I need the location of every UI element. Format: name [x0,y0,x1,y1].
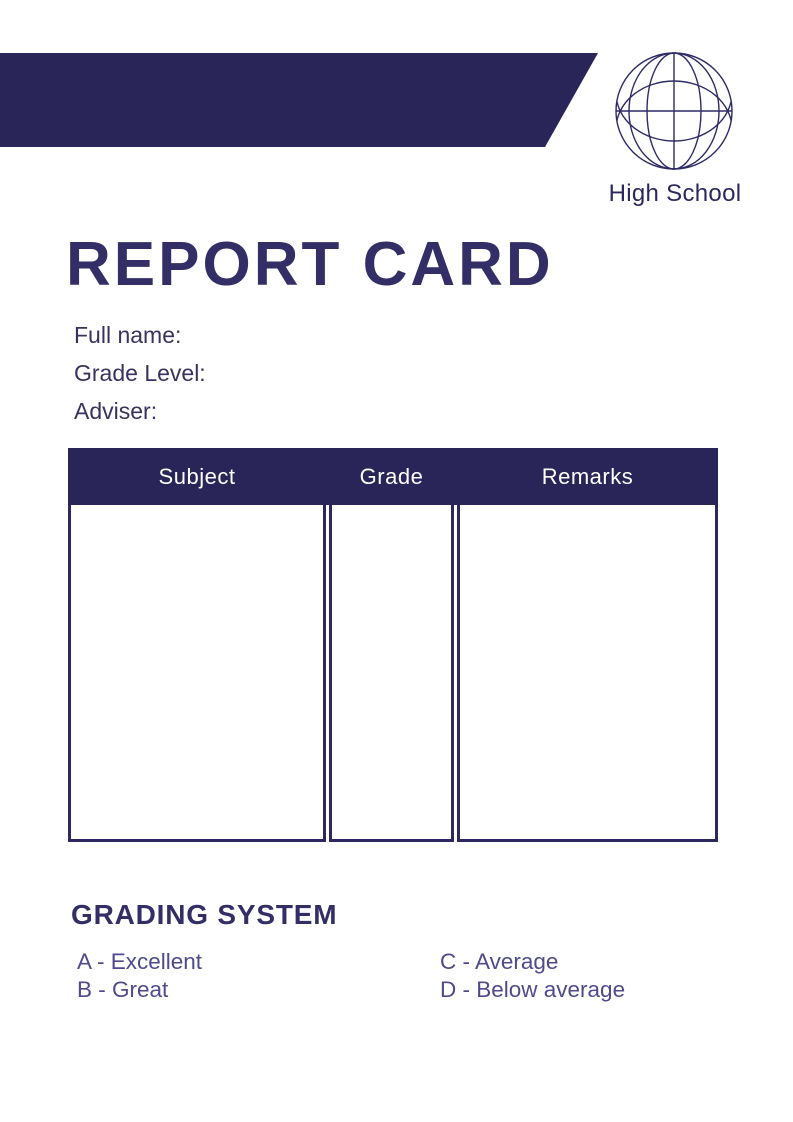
grading-item-d: D - Below average [440,976,626,1002]
grades-table-header [68,448,718,505]
grading-item-c: C - Average [440,949,559,974]
full-name-label: Full name: [74,322,182,348]
header-banner [0,53,598,147]
grades-table-body [68,505,718,842]
table-column-grade [329,505,454,842]
adviser-label: Adviser: [74,398,158,424]
grading-item-b: B - Great [77,976,169,1002]
table-header-remarks: Remarks [541,463,634,489]
globe-icon [613,50,735,172]
grading-column-left [77,948,202,1003]
table-header-grade: Grade [359,463,424,489]
grade-level-label: Grade Level: [74,360,206,386]
school-name: High School [608,180,742,207]
grading-column-right [440,948,625,1003]
grades-table [68,448,718,842]
student-info [74,316,206,430]
table-column-subject [68,505,326,842]
grading-system-heading: GRADING SYSTEM [71,899,338,930]
table-header-subject: Subject [158,463,236,489]
table-column-remarks [457,505,718,842]
page-title: REPORT CARD [66,230,554,299]
grading-item-a: A - Excellent [77,949,203,974]
